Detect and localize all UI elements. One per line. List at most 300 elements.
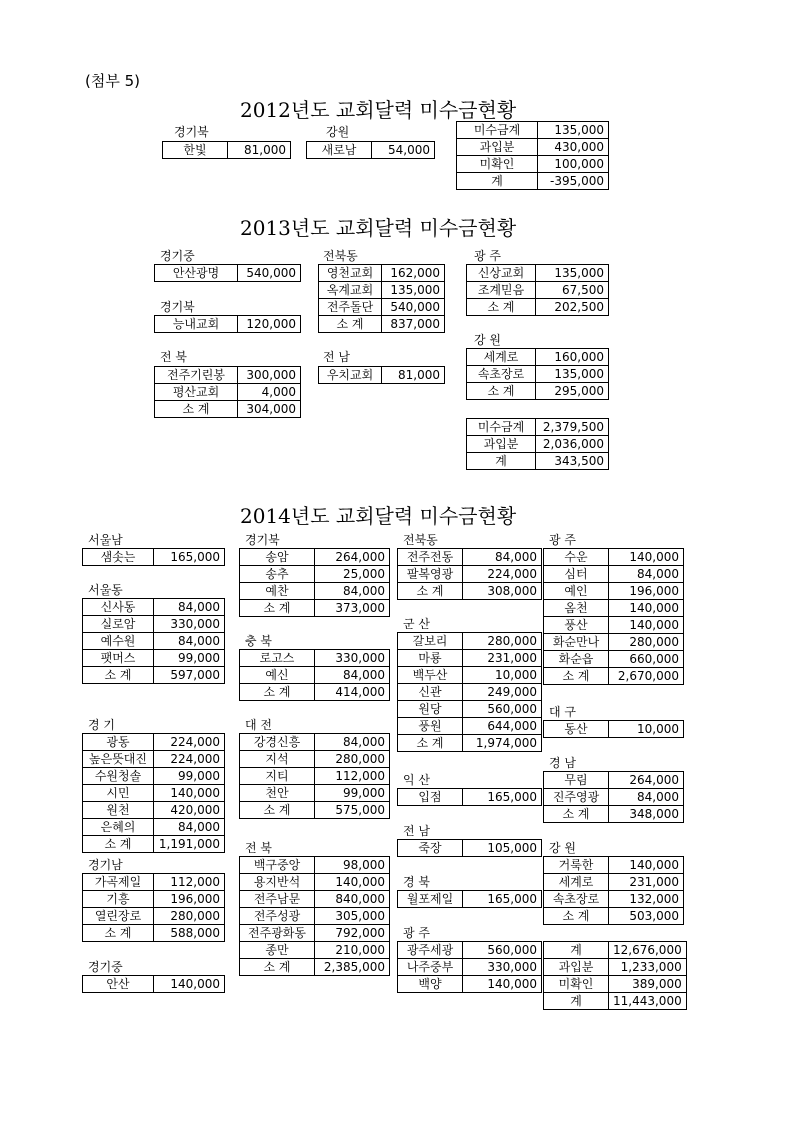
church-name: 소 계 [467, 383, 536, 400]
region-label: 경기북 [245, 533, 280, 547]
table-row [398, 959, 542, 976]
table-row [457, 173, 609, 190]
table-row [83, 891, 225, 908]
table-row [398, 650, 542, 667]
church-name: 열린장로 [83, 908, 154, 925]
church-name: 조계믿음 [467, 282, 536, 299]
table-row [319, 299, 445, 316]
church-name: 죽장 [398, 840, 463, 857]
amount: 597,000 [154, 667, 225, 684]
table-row [83, 751, 225, 768]
amount: 420,000 [154, 802, 225, 819]
table-row [240, 891, 390, 908]
church-name: 옥계교회 [319, 282, 382, 299]
table-row [240, 566, 390, 583]
amount: 2,036,000 [536, 436, 609, 453]
church-name: 과입분 [467, 436, 536, 453]
amount: 54,000 [372, 142, 435, 159]
amount: 389,000 [609, 976, 687, 993]
table-row [544, 634, 684, 651]
table-row [467, 436, 609, 453]
amount: 348,000 [609, 806, 684, 823]
table-row [544, 908, 684, 925]
church-name: 강경신흥 [240, 734, 315, 751]
amount: 81,000 [382, 367, 445, 384]
church-name: 소 계 [544, 668, 609, 685]
table-row [398, 566, 542, 583]
region-label: 강 원 [549, 841, 576, 855]
amount: 84,000 [154, 633, 225, 650]
region-table [543, 720, 684, 738]
table-row [83, 633, 225, 650]
region-label: 전 남 [323, 350, 350, 364]
church-name: 수원청솔 [83, 768, 154, 785]
amount: 165,000 [463, 891, 542, 908]
church-name: 신관 [398, 684, 463, 701]
church-name: 백구중앙 [240, 857, 315, 874]
church-name: 전주돌단 [319, 299, 382, 316]
region-label: 경기북 [160, 300, 195, 314]
table-2014-summary [543, 941, 687, 1010]
region-label: 경기중 [88, 960, 123, 974]
table-row [544, 721, 684, 738]
table-2013-gwangju [466, 264, 609, 316]
region-table [543, 771, 684, 823]
table-2013-summary [466, 418, 609, 470]
table-2012-gangwon [306, 141, 435, 159]
region-table [397, 941, 542, 993]
amount: 2,379,500 [536, 419, 609, 436]
table-row [319, 282, 445, 299]
church-name: 백양 [398, 976, 463, 993]
amount: 540,000 [238, 265, 301, 282]
church-name: 미수금계 [467, 419, 536, 436]
amount: 81,000 [228, 142, 291, 159]
table-row [544, 959, 687, 976]
church-name: 갈보리 [398, 633, 463, 650]
church-name: 화순만나 [544, 634, 609, 651]
amount: 140,000 [315, 874, 390, 891]
church-name: 안산광명 [155, 265, 238, 282]
amount: 100,000 [538, 156, 609, 173]
table-row [155, 401, 301, 418]
amount: 231,000 [463, 650, 542, 667]
church-name: 한빛 [163, 142, 228, 159]
amount: 165,000 [463, 789, 542, 806]
amount: 84,000 [154, 819, 225, 836]
region-table [239, 548, 390, 617]
table-row [544, 549, 684, 566]
region-label: 경 남 [549, 756, 576, 770]
table-row [398, 549, 542, 566]
church-name: 신상교회 [467, 265, 536, 282]
table-row [467, 366, 609, 383]
region-table [82, 598, 225, 684]
table-2013-jeonbuk [154, 366, 301, 418]
amount: 308,000 [463, 583, 542, 600]
church-name: 팻머스 [83, 650, 154, 667]
church-name: 과입분 [544, 959, 609, 976]
table-row [240, 549, 390, 566]
amount: 112,000 [315, 768, 390, 785]
amount: 84,000 [463, 549, 542, 566]
table-row [544, 772, 684, 789]
table-row [398, 583, 542, 600]
amount: 330,000 [315, 650, 390, 667]
church-name: 광동 [83, 734, 154, 751]
church-name: 계 [544, 942, 609, 959]
church-name: 심터 [544, 566, 609, 583]
amount: 1,974,000 [463, 735, 542, 752]
table-row [398, 684, 542, 701]
church-name: 소 계 [83, 836, 154, 853]
amount: 202,500 [536, 299, 609, 316]
table-row [467, 349, 609, 366]
amount: 1,233,000 [609, 959, 687, 976]
region-label: 서울남 [88, 533, 123, 547]
table-row [83, 976, 225, 993]
region-label: 경 기 [88, 718, 115, 732]
title-2013: 2013년도 교회달력 미수금현황 [240, 216, 517, 240]
region-label: 강 원 [474, 333, 501, 347]
church-name: 진주영광 [544, 789, 609, 806]
table-row [457, 139, 609, 156]
church-name: 소 계 [240, 959, 315, 976]
region-label: 군 산 [403, 617, 430, 631]
church-name: 백두산 [398, 667, 463, 684]
church-name: 월포제일 [398, 891, 463, 908]
amount: 330,000 [463, 959, 542, 976]
church-name: 소 계 [319, 316, 382, 333]
table-row [240, 667, 390, 684]
table-row [83, 908, 225, 925]
church-name: 소 계 [155, 401, 238, 418]
amount: 160,000 [536, 349, 609, 366]
church-name: 미확인 [457, 156, 538, 173]
table-row [155, 265, 301, 282]
church-name: 전주남문 [240, 891, 315, 908]
church-name: 가곡제일 [83, 874, 154, 891]
table-row [398, 735, 542, 752]
table-row [240, 908, 390, 925]
church-name: 소 계 [240, 600, 315, 617]
region-table [82, 733, 225, 853]
region-label: 충 북 [245, 634, 272, 648]
church-name: 소 계 [544, 908, 609, 925]
church-name: 계 [544, 993, 609, 1010]
region-label: 경기중 [160, 249, 195, 263]
table-2013-gyeonggibuk [154, 315, 301, 333]
amount: 1,191,000 [154, 836, 225, 853]
amount: 560,000 [463, 942, 542, 959]
amount: 575,000 [315, 802, 390, 819]
amount: 430,000 [538, 139, 609, 156]
table-row [398, 942, 542, 959]
amount: 84,000 [315, 734, 390, 751]
table-2013-jeonbukdong [318, 264, 445, 333]
church-name: 신사동 [83, 599, 154, 616]
church-name: 원천 [83, 802, 154, 819]
church-name: 소 계 [240, 684, 315, 701]
table-row [544, 789, 684, 806]
region-table [397, 632, 542, 752]
region-label: 전 남 [403, 824, 430, 838]
church-name: 속초장로 [467, 366, 536, 383]
amount: 84,000 [315, 667, 390, 684]
table-row [544, 806, 684, 823]
church-name: 마룡 [398, 650, 463, 667]
table-row [240, 734, 390, 751]
table-row [544, 874, 684, 891]
region-label: 강원 [326, 125, 350, 139]
table-row [467, 265, 609, 282]
region-table [239, 856, 390, 976]
table-row [544, 566, 684, 583]
region-table [82, 873, 225, 942]
church-name: 풍원 [398, 718, 463, 735]
amount: 135,000 [536, 265, 609, 282]
church-name: 종만 [240, 942, 315, 959]
table-row [544, 651, 684, 668]
amount: 135,000 [382, 282, 445, 299]
amount: 264,000 [315, 549, 390, 566]
church-name: 전주성광 [240, 908, 315, 925]
region-table [543, 548, 684, 685]
table-row [319, 367, 445, 384]
church-name: 옴천 [544, 600, 609, 617]
table-row [83, 616, 225, 633]
amount: 300,000 [238, 367, 301, 384]
amount: 224,000 [463, 566, 542, 583]
amount: 99,000 [154, 650, 225, 667]
amount: 105,000 [463, 840, 542, 857]
church-name: 지석 [240, 751, 315, 768]
table-row [319, 265, 445, 282]
church-name: 송암 [240, 549, 315, 566]
amount: 132,000 [609, 891, 684, 908]
amount: 231,000 [609, 874, 684, 891]
table-row [83, 802, 225, 819]
church-name: 속초장로 [544, 891, 609, 908]
church-name: 전주전동 [398, 549, 463, 566]
church-name: 소 계 [83, 667, 154, 684]
amount: 135,000 [538, 122, 609, 139]
amount: 10,000 [463, 667, 542, 684]
region-label: 익 산 [403, 773, 430, 787]
table-row [398, 701, 542, 718]
table-row [398, 789, 542, 806]
table-row [544, 942, 687, 959]
table-row [467, 419, 609, 436]
church-name: 입점 [398, 789, 463, 806]
region-label: 광 주 [549, 533, 576, 547]
church-name: 계 [457, 173, 538, 190]
region-table [543, 856, 684, 925]
region-label: 전 북 [245, 841, 272, 855]
amount: 373,000 [315, 600, 390, 617]
amount: 280,000 [609, 634, 684, 651]
table-row [467, 282, 609, 299]
church-name: 원당 [398, 701, 463, 718]
church-name: 지티 [240, 768, 315, 785]
church-name: 수운 [544, 549, 609, 566]
table-2013-jeonnam [318, 366, 445, 384]
amount: 304,000 [238, 401, 301, 418]
amount: 120,000 [238, 316, 301, 333]
church-name: 전주기린봉 [155, 367, 238, 384]
amount: 2,670,000 [609, 668, 684, 685]
amount: 165,000 [154, 549, 225, 566]
table-row [307, 142, 435, 159]
table-row [83, 925, 225, 942]
table-row [457, 122, 609, 139]
church-name: 팔복영광 [398, 566, 463, 583]
region-table [397, 839, 542, 857]
table-row [155, 367, 301, 384]
table-row [83, 549, 225, 566]
amount: 99,000 [154, 768, 225, 785]
amount: 660,000 [609, 651, 684, 668]
region-label: 경기북 [174, 125, 209, 139]
amount: 280,000 [315, 751, 390, 768]
amount: 10,000 [609, 721, 684, 738]
table-row [398, 718, 542, 735]
amount: 644,000 [463, 718, 542, 735]
amount: 140,000 [609, 857, 684, 874]
amount: 305,000 [315, 908, 390, 925]
church-name: 과입분 [457, 139, 538, 156]
amount: 560,000 [463, 701, 542, 718]
table-row [83, 734, 225, 751]
church-name: 샘솟는 [83, 549, 154, 566]
church-name: 계 [467, 453, 536, 470]
amount: 343,500 [536, 453, 609, 470]
amount: 503,000 [609, 908, 684, 925]
table-row [83, 785, 225, 802]
table-row [398, 633, 542, 650]
church-name: 무림 [544, 772, 609, 789]
amount: 140,000 [609, 617, 684, 634]
table-2013-gyeonggijung [154, 264, 301, 282]
table-row [544, 600, 684, 617]
table-row [240, 959, 390, 976]
region-table [397, 788, 542, 806]
table-row [544, 993, 687, 1010]
region-label: 전북동 [403, 533, 438, 547]
amount: 99,000 [315, 785, 390, 802]
amount: 67,500 [536, 282, 609, 299]
region-table [397, 890, 542, 908]
church-name: 미확인 [544, 976, 609, 993]
table-row [544, 668, 684, 685]
church-name: 거룩한 [544, 857, 609, 874]
table-row [544, 891, 684, 908]
church-name: 예신 [240, 667, 315, 684]
table-row [398, 667, 542, 684]
amount: 224,000 [154, 751, 225, 768]
table-row [398, 976, 542, 993]
table-row [240, 874, 390, 891]
table-row [240, 600, 390, 617]
church-name: 풍산 [544, 617, 609, 634]
region-table [82, 548, 225, 566]
table-row [544, 617, 684, 634]
table-2012-summary [456, 121, 609, 190]
title-2012: 2012년도 교회달력 미수금현황 [240, 98, 517, 122]
church-name: 은혜의 [83, 819, 154, 836]
amount: -395,000 [538, 173, 609, 190]
church-name: 우치교회 [319, 367, 382, 384]
church-name: 전주광화동 [240, 925, 315, 942]
church-name: 소 계 [240, 802, 315, 819]
church-name: 소 계 [544, 806, 609, 823]
amount: 280,000 [463, 633, 542, 650]
table-row [240, 925, 390, 942]
amount: 264,000 [609, 772, 684, 789]
church-name: 동산 [544, 721, 609, 738]
church-name: 용지반석 [240, 874, 315, 891]
region-label: 전 북 [160, 350, 187, 364]
amount: 840,000 [315, 891, 390, 908]
table-row [240, 942, 390, 959]
amount: 588,000 [154, 925, 225, 942]
amount: 162,000 [382, 265, 445, 282]
amount: 196,000 [609, 583, 684, 600]
table-2012-gyeonggibuk [162, 141, 291, 159]
amount: 330,000 [154, 616, 225, 633]
church-name: 예수원 [83, 633, 154, 650]
amount: 98,000 [315, 857, 390, 874]
church-name: 소 계 [83, 925, 154, 942]
church-name: 세계로 [467, 349, 536, 366]
amount: 140,000 [154, 785, 225, 802]
table-row [544, 583, 684, 600]
table-2013-gangwon [466, 348, 609, 400]
amount: 414,000 [315, 684, 390, 701]
amount: 792,000 [315, 925, 390, 942]
table-row [240, 785, 390, 802]
table-row [457, 156, 609, 173]
church-name: 미수금계 [457, 122, 538, 139]
table-row [544, 857, 684, 874]
amount: 12,676,000 [609, 942, 687, 959]
table-row [398, 840, 542, 857]
table-row [155, 316, 301, 333]
church-name: 세계로 [544, 874, 609, 891]
amount: 25,000 [315, 566, 390, 583]
amount: 140,000 [609, 549, 684, 566]
table-row [240, 768, 390, 785]
amount: 140,000 [463, 976, 542, 993]
table-row [467, 299, 609, 316]
church-name: 나주중부 [398, 959, 463, 976]
church-name: 예찬 [240, 583, 315, 600]
table-row [240, 583, 390, 600]
church-name: 평산교회 [155, 384, 238, 401]
table-row [83, 667, 225, 684]
church-name: 실로암 [83, 616, 154, 633]
region-label: 대 전 [245, 718, 272, 732]
amount: 84,000 [154, 599, 225, 616]
region-label: 서울동 [88, 583, 123, 597]
title-2014: 2014년도 교회달력 미수금현황 [240, 504, 517, 528]
amount: 837,000 [382, 316, 445, 333]
table-row [319, 316, 445, 333]
amount: 140,000 [154, 976, 225, 993]
church-name: 송추 [240, 566, 315, 583]
church-name: 화순읍 [544, 651, 609, 668]
church-name: 영천교회 [319, 265, 382, 282]
